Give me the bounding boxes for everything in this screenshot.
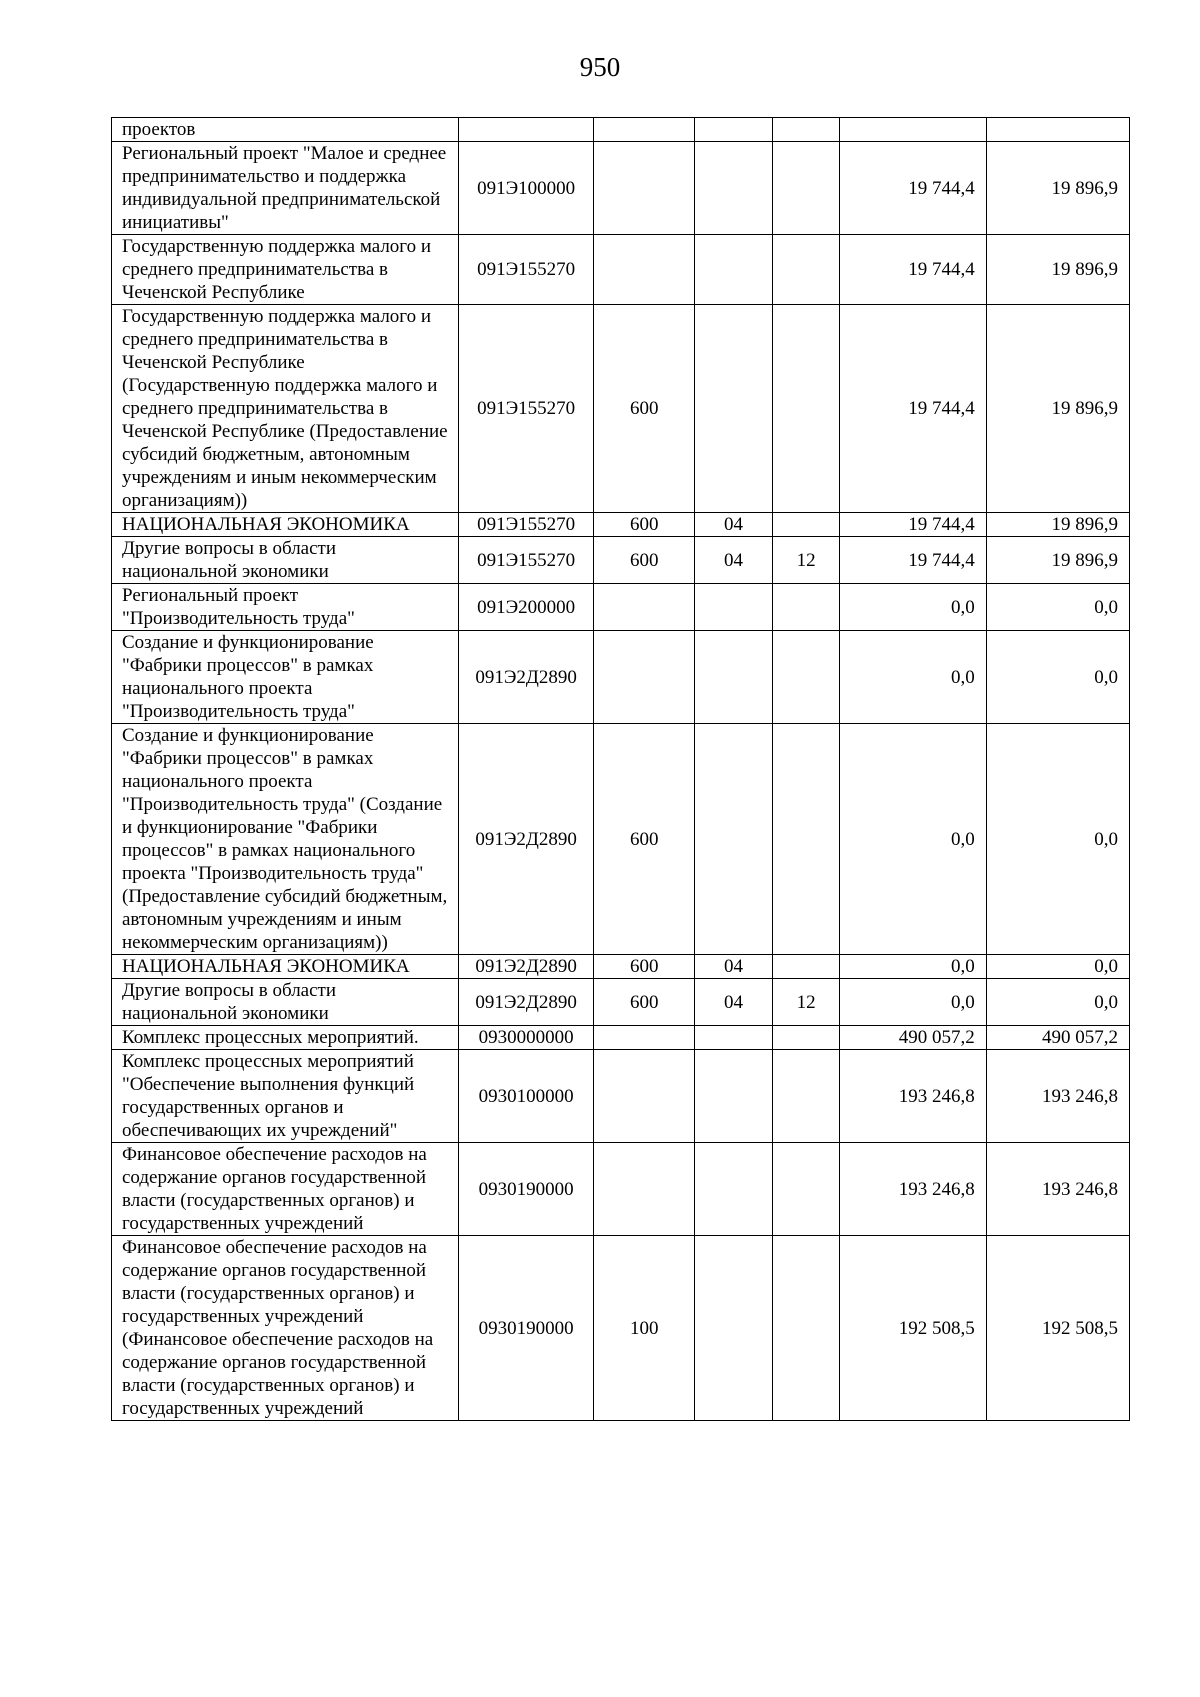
row-target-code: 0930190000 [459, 1143, 594, 1236]
table-row [112, 513, 1130, 537]
table-row [112, 142, 1130, 235]
row-subsection [772, 1143, 840, 1236]
row-sum-2: 19 896,9 [986, 305, 1129, 513]
row-sum-2: 0,0 [986, 955, 1129, 979]
row-name: Создание и функционирование "Фабрики процессов" в рамках национального проекта "Производительность труда" [112, 631, 459, 724]
row-name: НАЦИОНАЛЬНАЯ ЭКОНОМИКА [112, 955, 459, 979]
row-section [695, 1026, 773, 1050]
row-section [695, 1143, 773, 1236]
row-subsection [772, 235, 840, 305]
row-name: Финансовое обеспечение расходов на содержание органов государственной власти (государственных органов) и государственных учреждений (Финансовое обеспечение расходов на содержание органов государственной власти (государственных органов) и государственных учреждений [112, 1236, 459, 1421]
row-section [695, 1236, 773, 1421]
row-sum-2: 0,0 [986, 979, 1129, 1026]
row-section [695, 724, 773, 955]
table-row [112, 631, 1130, 724]
row-subsection [772, 1026, 840, 1050]
row-subsection [772, 631, 840, 724]
row-section [695, 142, 773, 235]
row-sum-1: 19 744,4 [840, 537, 986, 584]
row-section [695, 235, 773, 305]
row-target-code: 091Э155270 [459, 305, 594, 513]
row-subsection [772, 305, 840, 513]
row-subsection [772, 118, 840, 142]
row-sum-2: 19 896,9 [986, 235, 1129, 305]
row-name: Региональный проект "Производительность труда" [112, 584, 459, 631]
row-name: Государственную поддержка малого и среднего предпринимательства в Чеченской Республике (Государственную поддержка малого и среднего предпринимательства в Чеченской Республике (Предоставление субсидий бюджетным, автономным учреждениям и иным некоммерческим организациям)) [112, 305, 459, 513]
row-section: 04 [695, 513, 773, 537]
row-expense-type: 100 [594, 1236, 695, 1421]
row-sum-1: 0,0 [840, 631, 986, 724]
row-name: Создание и функционирование "Фабрики процессов" в рамках национального проекта "Производительность труда" (Создание и функционирование "Фабрики процессов" в рамках национального проекта "Производительность труда" (Предоставление субсидий бюджетным, автономным учреждениям и иным некоммерческим организациям)) [112, 724, 459, 955]
row-expense-type: 600 [594, 724, 695, 955]
row-expense-type [594, 1143, 695, 1236]
row-target-code [459, 118, 594, 142]
row-expense-type [594, 235, 695, 305]
row-name: Государственную поддержка малого и среднего предпринимательства в Чеченской Республике [112, 235, 459, 305]
row-section: 04 [695, 537, 773, 584]
row-section [695, 118, 773, 142]
row-name: НАЦИОНАЛЬНАЯ ЭКОНОМИКА [112, 513, 459, 537]
row-section: 04 [695, 979, 773, 1026]
row-sum-2: 0,0 [986, 724, 1129, 955]
row-section [695, 1050, 773, 1143]
table-row [112, 305, 1130, 513]
table-row [112, 1026, 1130, 1050]
row-subsection [772, 724, 840, 955]
row-target-code: 091Э155270 [459, 513, 594, 537]
row-sum-2: 192 508,5 [986, 1236, 1129, 1421]
row-target-code: 0930190000 [459, 1236, 594, 1421]
row-target-code: 091Э2Д2890 [459, 724, 594, 955]
row-name: проектов [112, 118, 459, 142]
row-target-code: 091Э2Д2890 [459, 979, 594, 1026]
row-sum-2: 490 057,2 [986, 1026, 1129, 1050]
row-section [695, 631, 773, 724]
row-expense-type [594, 1026, 695, 1050]
row-subsection [772, 584, 840, 631]
page-number: 950 [579, 52, 621, 82]
table-row [112, 724, 1130, 955]
row-sum-1 [840, 118, 986, 142]
row-name: Другие вопросы в области национальной экономики [112, 979, 459, 1026]
row-sum-1: 193 246,8 [840, 1050, 986, 1143]
row-sum-1: 19 744,4 [840, 513, 986, 537]
row-sum-1: 490 057,2 [840, 1026, 986, 1050]
row-expense-type: 600 [594, 979, 695, 1026]
row-name: Комплекс процессных мероприятий "Обеспечение выполнения функций государственных органов и обеспечивающих их учреждений" [112, 1050, 459, 1143]
row-sum-1: 19 744,4 [840, 142, 986, 235]
row-sum-2: 19 896,9 [986, 537, 1129, 584]
row-sum-2: 0,0 [986, 631, 1129, 724]
row-expense-type [594, 1050, 695, 1143]
row-expense-type [594, 142, 695, 235]
row-sum-2: 19 896,9 [986, 513, 1129, 537]
table-row [112, 979, 1130, 1026]
row-name: Финансовое обеспечение расходов на содержание органов государственной власти (государственных органов) и государственных учреждений [112, 1143, 459, 1236]
row-subsection [772, 1236, 840, 1421]
table-row [112, 955, 1130, 979]
row-sum-1: 19 744,4 [840, 305, 986, 513]
row-sum-2: 193 246,8 [986, 1050, 1129, 1143]
table-row [112, 1143, 1130, 1236]
row-sum-1: 0,0 [840, 724, 986, 955]
row-section [695, 584, 773, 631]
row-name: Комплекс процессных мероприятий. [112, 1026, 459, 1050]
table-row [112, 235, 1130, 305]
row-target-code: 0930000000 [459, 1026, 594, 1050]
row-expense-type [594, 631, 695, 724]
row-expense-type: 600 [594, 537, 695, 584]
row-sum-2 [986, 118, 1129, 142]
row-target-code: 091Э155270 [459, 235, 594, 305]
row-target-code: 0930100000 [459, 1050, 594, 1143]
row-expense-type: 600 [594, 513, 695, 537]
row-sum-1: 193 246,8 [840, 1143, 986, 1236]
table-row [112, 118, 1130, 142]
table-row [112, 537, 1130, 584]
row-target-code: 091Э100000 [459, 142, 594, 235]
row-name: Другие вопросы в области национальной экономики [112, 537, 459, 584]
row-target-code: 091Э2Д2890 [459, 631, 594, 724]
row-sum-1: 0,0 [840, 955, 986, 979]
row-section: 04 [695, 955, 773, 979]
row-expense-type [594, 584, 695, 631]
row-sum-1: 0,0 [840, 979, 986, 1026]
table-row [112, 1236, 1130, 1421]
row-subsection [772, 513, 840, 537]
row-section [695, 305, 773, 513]
row-name: Региональный проект "Малое и среднее предпринимательство и поддержка индивидуальной предпринимательской инициативы" [112, 142, 459, 235]
table-row [112, 584, 1130, 631]
row-sum-2: 0,0 [986, 584, 1129, 631]
row-sum-1: 0,0 [840, 584, 986, 631]
row-expense-type: 600 [594, 305, 695, 513]
row-target-code: 091Э155270 [459, 537, 594, 584]
row-expense-type [594, 118, 695, 142]
row-target-code: 091Э2Д2890 [459, 955, 594, 979]
row-expense-type: 600 [594, 955, 695, 979]
row-subsection: 12 [772, 979, 840, 1026]
budget-table [111, 117, 1130, 1421]
row-subsection [772, 1050, 840, 1143]
row-subsection [772, 955, 840, 979]
row-sum-1: 19 744,4 [840, 235, 986, 305]
table-row [112, 1050, 1130, 1143]
row-target-code: 091Э200000 [459, 584, 594, 631]
row-sum-2: 193 246,8 [986, 1143, 1129, 1236]
row-subsection [772, 142, 840, 235]
row-subsection: 12 [772, 537, 840, 584]
row-sum-2: 19 896,9 [986, 142, 1129, 235]
row-sum-1: 192 508,5 [840, 1236, 986, 1421]
